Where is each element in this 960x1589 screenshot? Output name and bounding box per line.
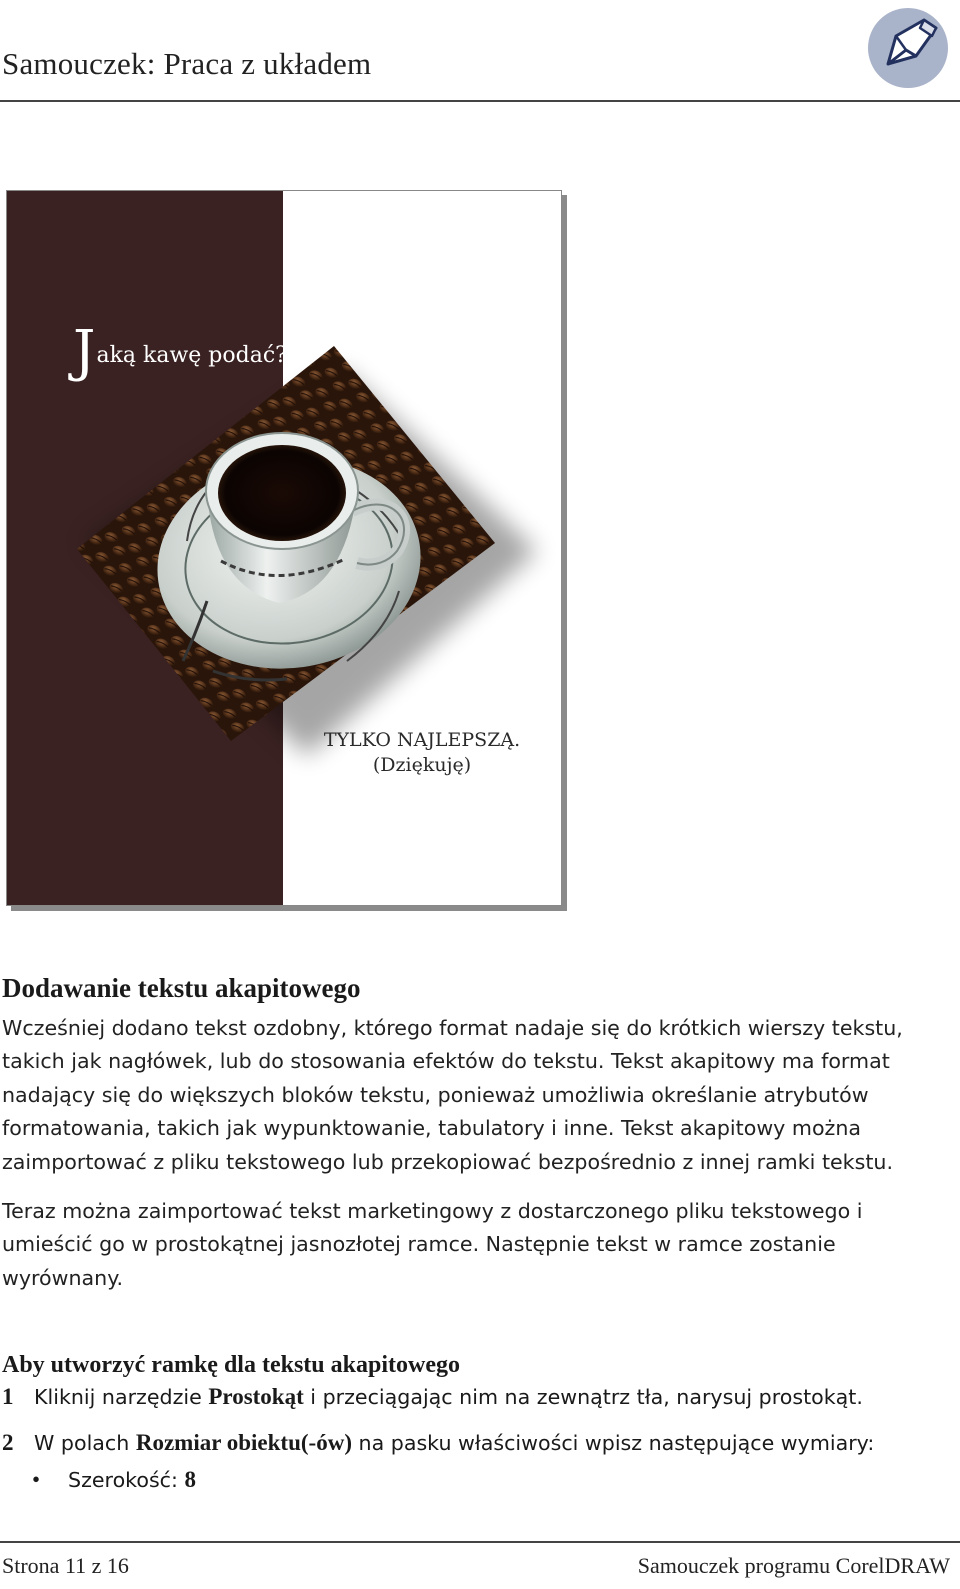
section-heading: Dodawanie tekstu akapitowego xyxy=(2,973,361,1003)
step-text: W polach xyxy=(34,1431,136,1455)
poster-tagline xyxy=(283,728,561,778)
poster-tagline-line1: TYLKO NAJLEPSZĄ. xyxy=(323,729,521,751)
poster-tagline-line2: (Dziękuję) xyxy=(372,754,472,776)
page-header-title: Samouczek: Praca z układem xyxy=(2,46,372,81)
coffee-cup-image xyxy=(7,191,561,905)
bullet-item xyxy=(32,1467,196,1493)
poster-headline-text: aką kawę podać? xyxy=(96,343,287,368)
poster-headline-initial: J xyxy=(73,319,96,384)
bullet-icon: • xyxy=(32,1467,41,1492)
bullet-label: Szerokość: xyxy=(68,1468,185,1492)
paragraph-intro: Wcześniej dodano tekst ozdobny, którego format nadaje się do krótkich wierszy tekstu, takich jak nagłówek, lub do stosowania efektów do tekstu. Tekst akapitowy ma format nadający się do większych bloków tekstu, ponieważ umożliwia określanie atrybutów formatowania, takich jak wypunktowanie, tabulatory i inne. Tekst akapitowy można zaimportować z pliku tekstowego lub przekopiować bezpośrednio z innej ramki tekstu. xyxy=(2,1016,903,1174)
coffee-poster-illustration xyxy=(6,190,562,906)
bullet-value: 8 xyxy=(184,1467,196,1492)
header-rule xyxy=(0,100,960,102)
procedure-heading: Aby utworzyć ramkę dla tekstu akapitowego xyxy=(2,1352,460,1378)
coreldraw-logo-icon xyxy=(866,6,950,90)
step-text: Kliknij narzędzie xyxy=(34,1385,209,1409)
step-number: 2 xyxy=(2,1430,14,1455)
step-text: i przeciągając nim na zewnątrz tła, narysuj prostokąt. xyxy=(303,1385,863,1409)
procedure-step xyxy=(2,1430,874,1456)
procedure-step xyxy=(2,1384,863,1410)
footer-product: Samouczek programu CorelDRAW xyxy=(637,1553,950,1578)
step-number: 1 xyxy=(2,1384,14,1409)
step-text: na pasku właściwości wpisz następujące wymiary: xyxy=(351,1431,875,1455)
footer-rule xyxy=(0,1541,960,1543)
step-bold-term: Prostokąt xyxy=(208,1384,304,1409)
step-bold-term: Rozmiar obiektu(-ów) xyxy=(135,1430,352,1455)
footer-page-info: Strona 11 z 16 xyxy=(2,1553,129,1578)
paragraph-next: Teraz można zaimportować tekst marketingowy z dostarczonego pliku tekstowego i umieścić go w prostokątnej jasnozłotej ramce. Następnie tekst w ramce zostanie wyrównany. xyxy=(2,1199,863,1290)
poster-headline xyxy=(73,319,287,384)
